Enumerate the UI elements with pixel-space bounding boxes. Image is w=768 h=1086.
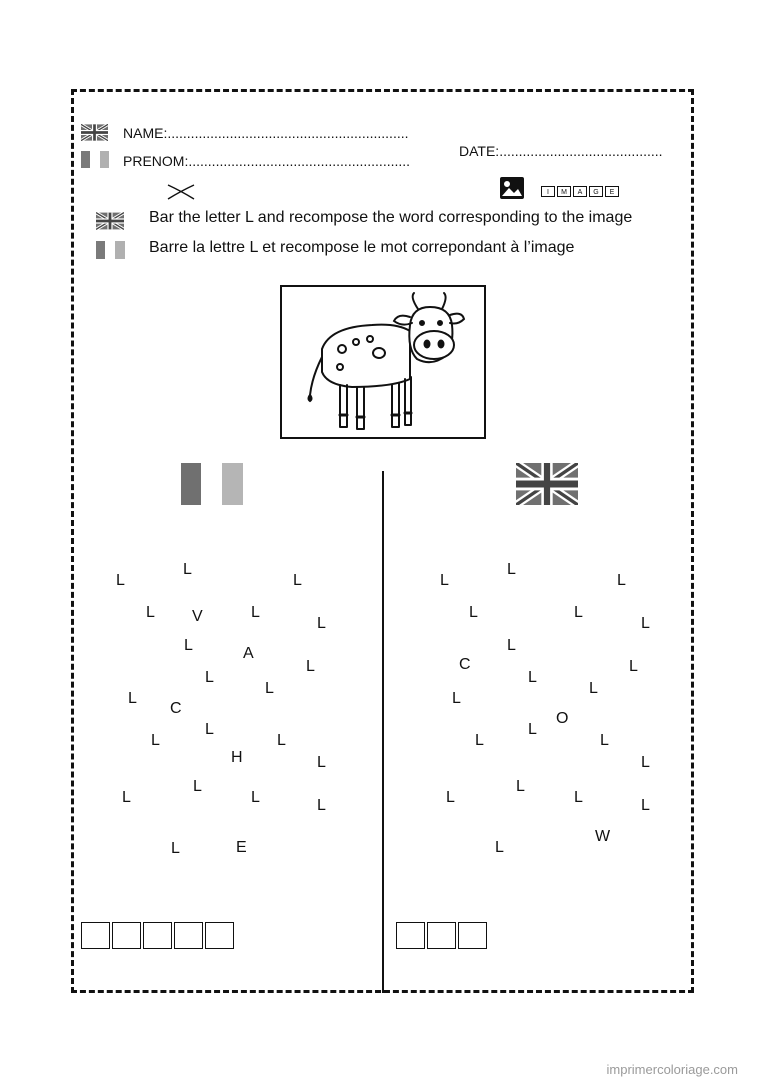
letter-tile[interactable]: O [556,710,569,727]
answer-boxes-english [396,922,489,949]
letter-tile[interactable]: L [528,669,537,686]
france-flag-icon [96,241,125,259]
letter-tile[interactable]: L [641,754,650,771]
instruction-french: Barre la lettre L et recompose le mot correpondant à l’image [149,239,575,256]
cow-picture-frame [280,285,486,439]
letter-tile[interactable]: L [641,615,650,632]
letter-tile[interactable]: V [192,608,203,625]
letter-tile[interactable]: L [128,690,137,707]
answer-box[interactable] [427,922,456,949]
letter-tile[interactable]: L [277,732,286,749]
prenom-field: PRENOM:......................................................... [123,153,411,169]
panel-divider [382,471,384,993]
letter-tile[interactable]: L [251,789,260,806]
letter-tile[interactable]: L [589,680,598,697]
letter-tile[interactable]: L [629,658,638,675]
letter-tile[interactable]: W [595,828,611,845]
letter-tile[interactable]: L [317,754,326,771]
france-flag-icon [181,463,243,505]
letter-tile[interactable]: L [184,637,193,654]
letter-tile[interactable]: C [459,656,471,673]
letter-tile[interactable]: L [574,604,583,621]
letter-tile[interactable]: L [641,797,650,814]
image-label-badge: I M A G E [541,186,621,197]
answer-box[interactable] [205,922,234,949]
letter-tile[interactable]: L [265,680,274,697]
letter-tile[interactable]: L [122,789,131,806]
letter-tile[interactable]: L [469,604,478,621]
letter-tile[interactable]: L [440,572,449,589]
cow-illustration [282,287,484,437]
letter-tile[interactable]: L [171,840,180,857]
letter-tile[interactable]: L [183,561,192,578]
answer-box[interactable] [174,922,203,949]
letter-tile[interactable]: E [236,839,247,856]
answer-box[interactable] [458,922,487,949]
letter-tile[interactable]: L [516,778,525,795]
answer-box[interactable] [81,922,110,949]
letter-tile[interactable]: L [507,561,516,578]
answer-box[interactable] [112,922,141,949]
site-watermark: imprimercoloriage.com [606,1062,738,1077]
letter-tile[interactable]: L [528,721,537,738]
letter-tile[interactable]: L [317,797,326,814]
uk-flag-icon [516,463,578,505]
letter-tile[interactable]: L [151,732,160,749]
letter-tile[interactable]: L [193,778,202,795]
letter-tile[interactable]: A [243,645,254,662]
name-field: NAME:.............................................................. [123,125,409,141]
letter-tile[interactable]: L [574,789,583,806]
letter-tile[interactable]: L [452,690,461,707]
letter-tile[interactable]: L [475,732,484,749]
france-flag-icon [81,151,109,168]
answer-box[interactable] [143,922,172,949]
letter-tile[interactable]: H [231,749,243,766]
letter-tile[interactable]: L [446,789,455,806]
letter-tile[interactable]: L [495,839,504,856]
uk-flag-icon [81,124,108,141]
letter-tile[interactable]: L [600,732,609,749]
scissors-icon [166,183,196,201]
instruction-english: Bar the letter L and recompose the word corresponding to the image [149,209,633,226]
date-field: DATE:.......................................... [459,143,663,159]
letter-tile[interactable]: L [205,669,214,686]
letter-tile[interactable]: L [317,615,326,632]
uk-flag-icon [96,212,124,230]
letter-tile[interactable]: L [507,637,516,654]
answer-box[interactable] [396,922,425,949]
letter-tile[interactable]: L [116,572,125,589]
letter-tile[interactable]: L [146,604,155,621]
letter-tile[interactable]: L [251,604,260,621]
letter-tile[interactable]: L [205,721,214,738]
letter-tile[interactable]: L [306,658,315,675]
answer-boxes-french [81,922,236,949]
image-icon [499,176,525,200]
letter-tile[interactable]: C [170,700,182,717]
letter-tile[interactable]: L [617,572,626,589]
letter-tile[interactable]: L [293,572,302,589]
